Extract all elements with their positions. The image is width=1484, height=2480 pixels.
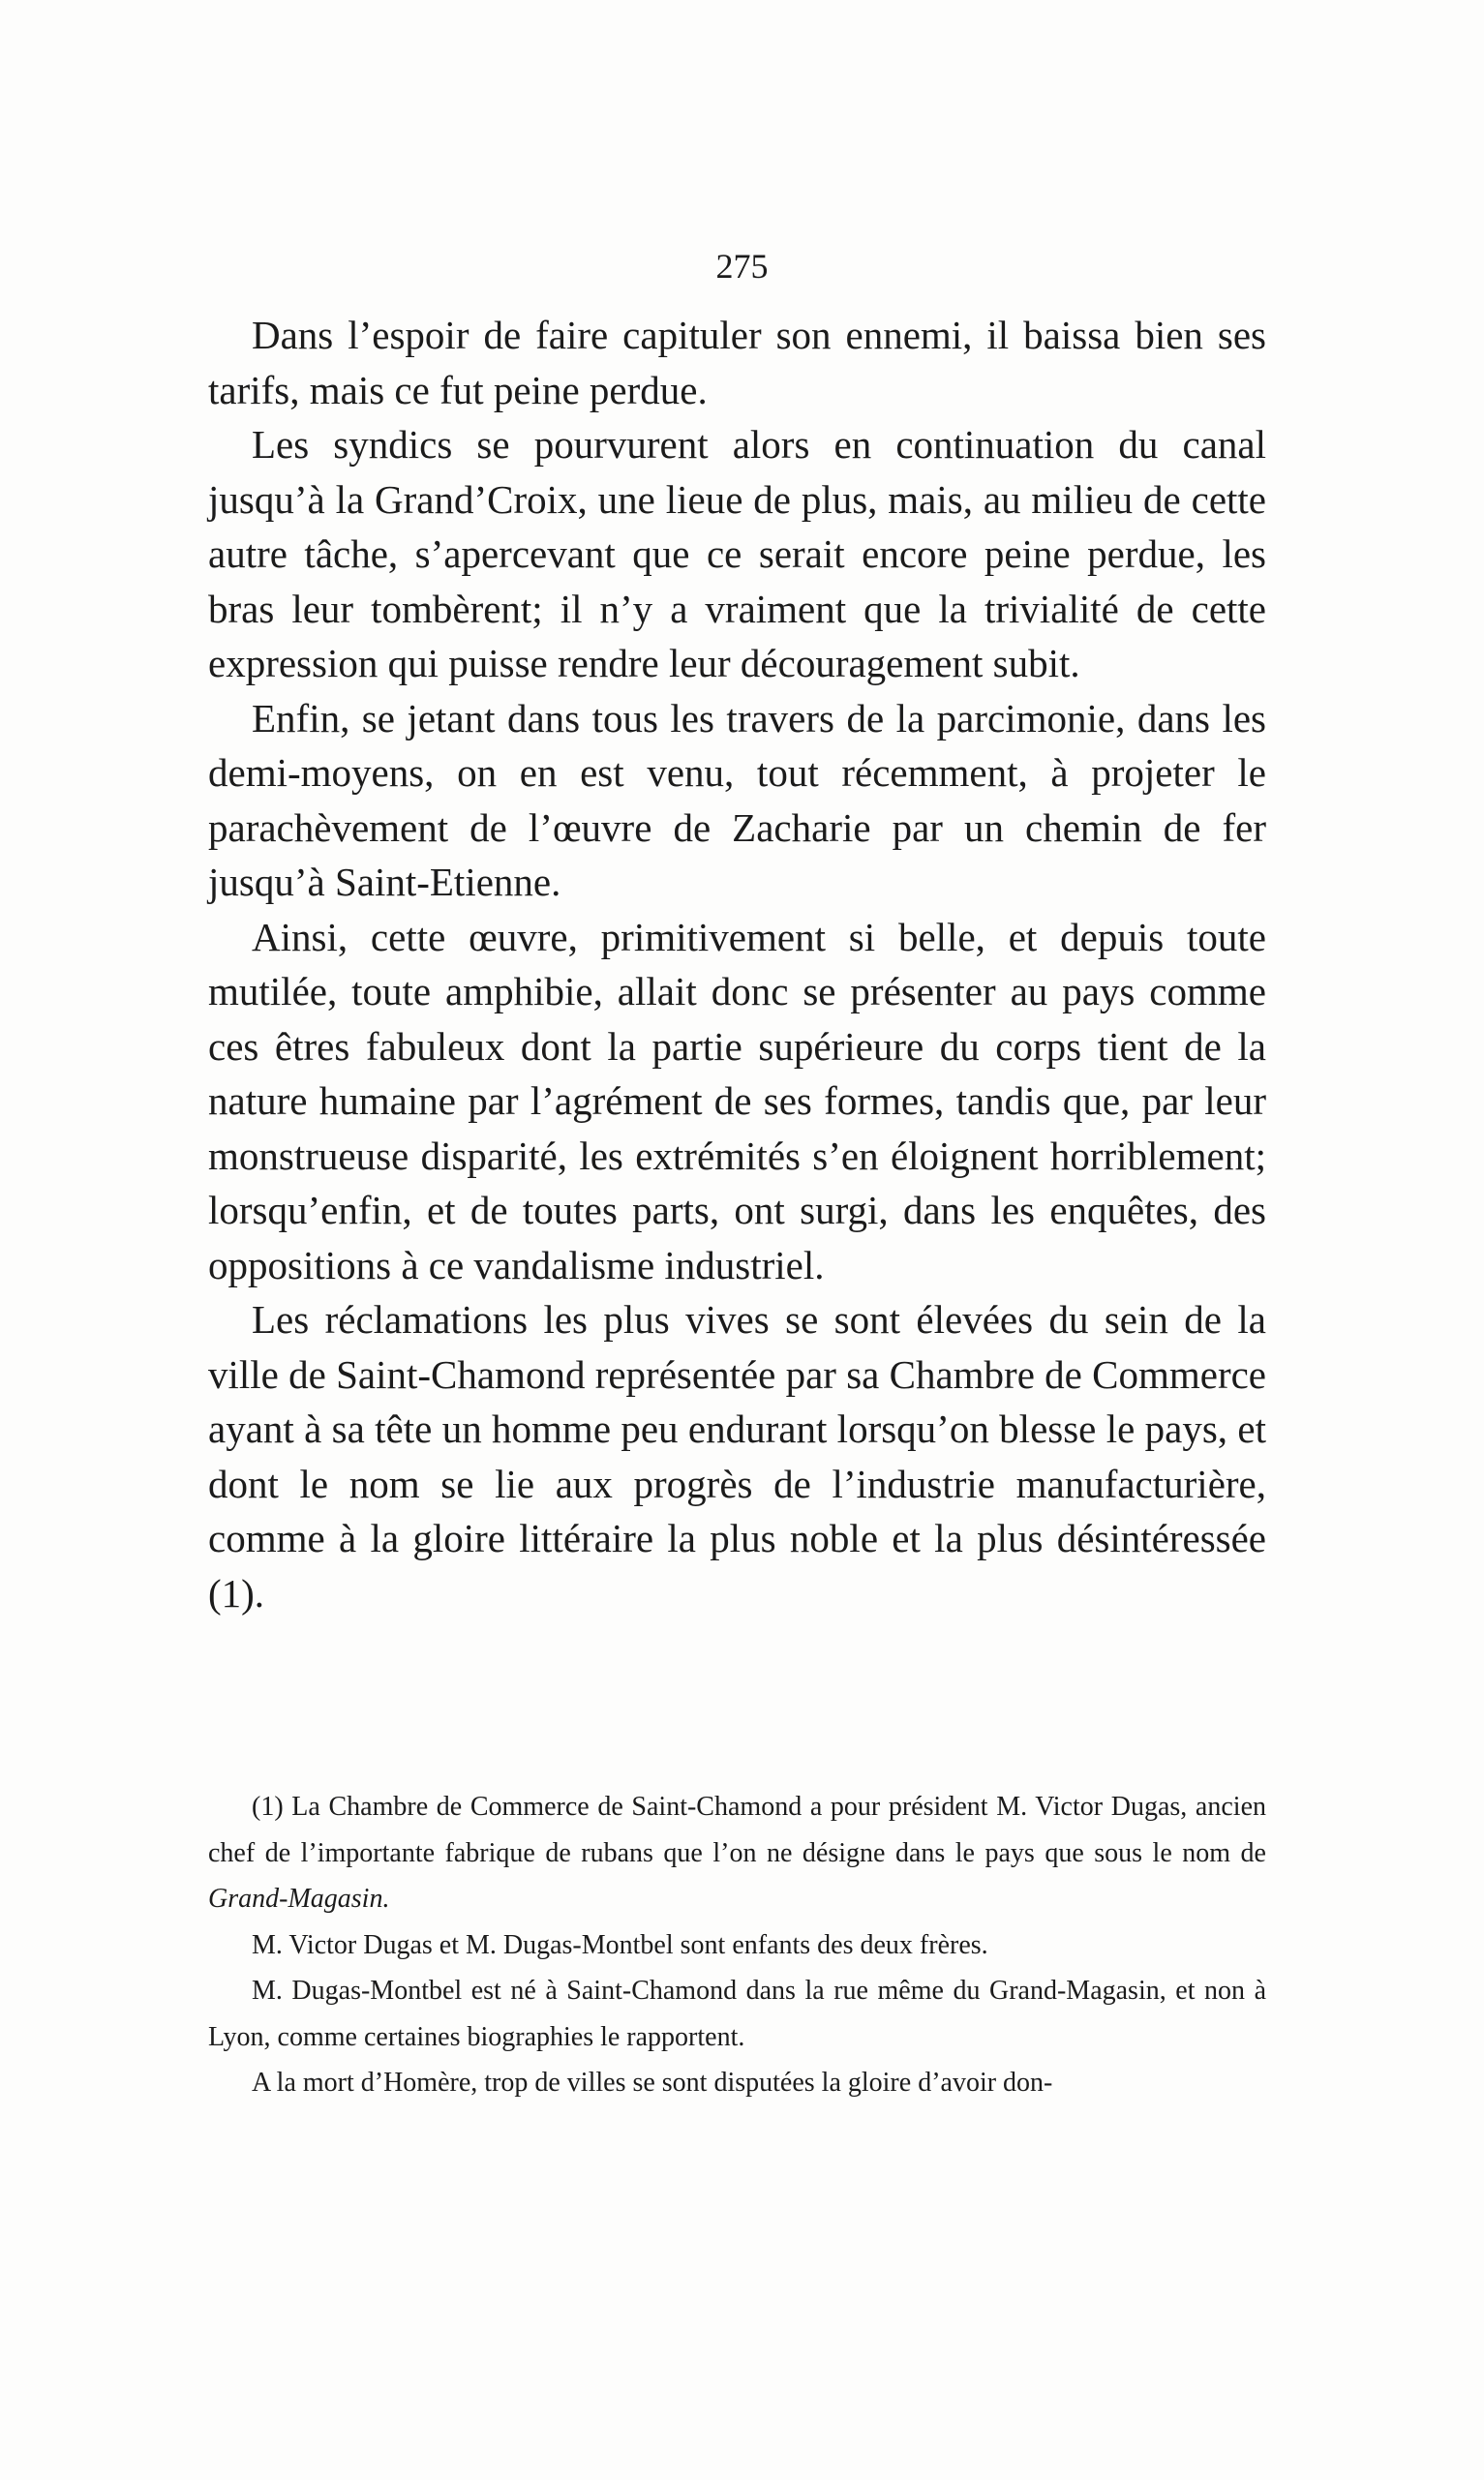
paragraph-2: Les syndics se pourvurent alors en continuation du canal jusqu’à la Grand’Croix, une lieue de plus, mais, au milieu de cette autre tâche, s’apercevant que ce serait encore peine perdue, les bras leur tombèrent; il n’y a vraiment que la trivialité de cette expression qui puisse rendre leur découragement subit. <box>208 422 1266 685</box>
paragraph-5: Les réclamations les plus vives se sont élevées du sein de la ville de Saint-Chamond représentée par sa Chambre de Commerce ayant à sa tête un homme peu endurant lorsqu’on blesse le pays, et dont le nom se lie aux progrès de l’industrie manufacturière, comme à la gloire littéraire la plus noble et la plus désintéressée (1). <box>208 1297 1266 1616</box>
footnote-2: M. Victor Dugas et M. Dugas-Montbel sont enfants des deux frères. <box>252 1929 988 1960</box>
footnote-3: M. Dugas-Montbel est né à Saint-Chamond dans la rue même du Grand-Magasin, et non à Lyon, comme certaines biographies le rapportent. <box>208 1976 1266 2052</box>
main-text <box>208 308 1266 1620</box>
footnote-1-text: (1) La Chambre de Commerce de Saint-Chamond a pour président M. Victor Dugas, ancien chef de l’importante fabrique de rubans que l’on ne désigne dans le pays que sous le nom de <box>208 1792 1266 1868</box>
paragraph-1: Dans l’espoir de faire capituler son ennemi, il baissa bien ses tarifs, mais ce fut peine perdue. <box>208 313 1266 412</box>
page-number: 275 <box>715 247 769 286</box>
paragraph-3: Enfin, se jetant dans tous les travers de la parcimonie, dans les demi-moyens, on en est venu, tout récemment, à projeter le parachèvement de l’œuvre de Zacharie par un chemin de fer jusqu’à Saint-Etienne. <box>208 695 1266 904</box>
footnote-1 <box>208 1784 1266 1922</box>
footnote-1-italic: Grand-Magasin. <box>208 1884 390 1914</box>
paragraph-4: Ainsi, cette œuvre, primitivement si belle, et depuis toute mutilée, toute amphibie, allait donc se présenter au pays comme ces êtres fabuleux dont la partie supérieure du corps tient de la nature humaine par l’agrément de ses formes, tandis que, par leur monstrueuse disparité, les extrémités s’en éloignent horriblement; lorsqu’enfin, et de toutes parts, ont surgi, dans les enquêtes, des oppositions à ce vandalisme industriel. <box>208 914 1266 1287</box>
footnote-4: A la mort d’Homère, trop de villes se sont disputées la gloire d’avoir don- <box>252 2068 1053 2098</box>
footnotes <box>208 1784 1266 2106</box>
